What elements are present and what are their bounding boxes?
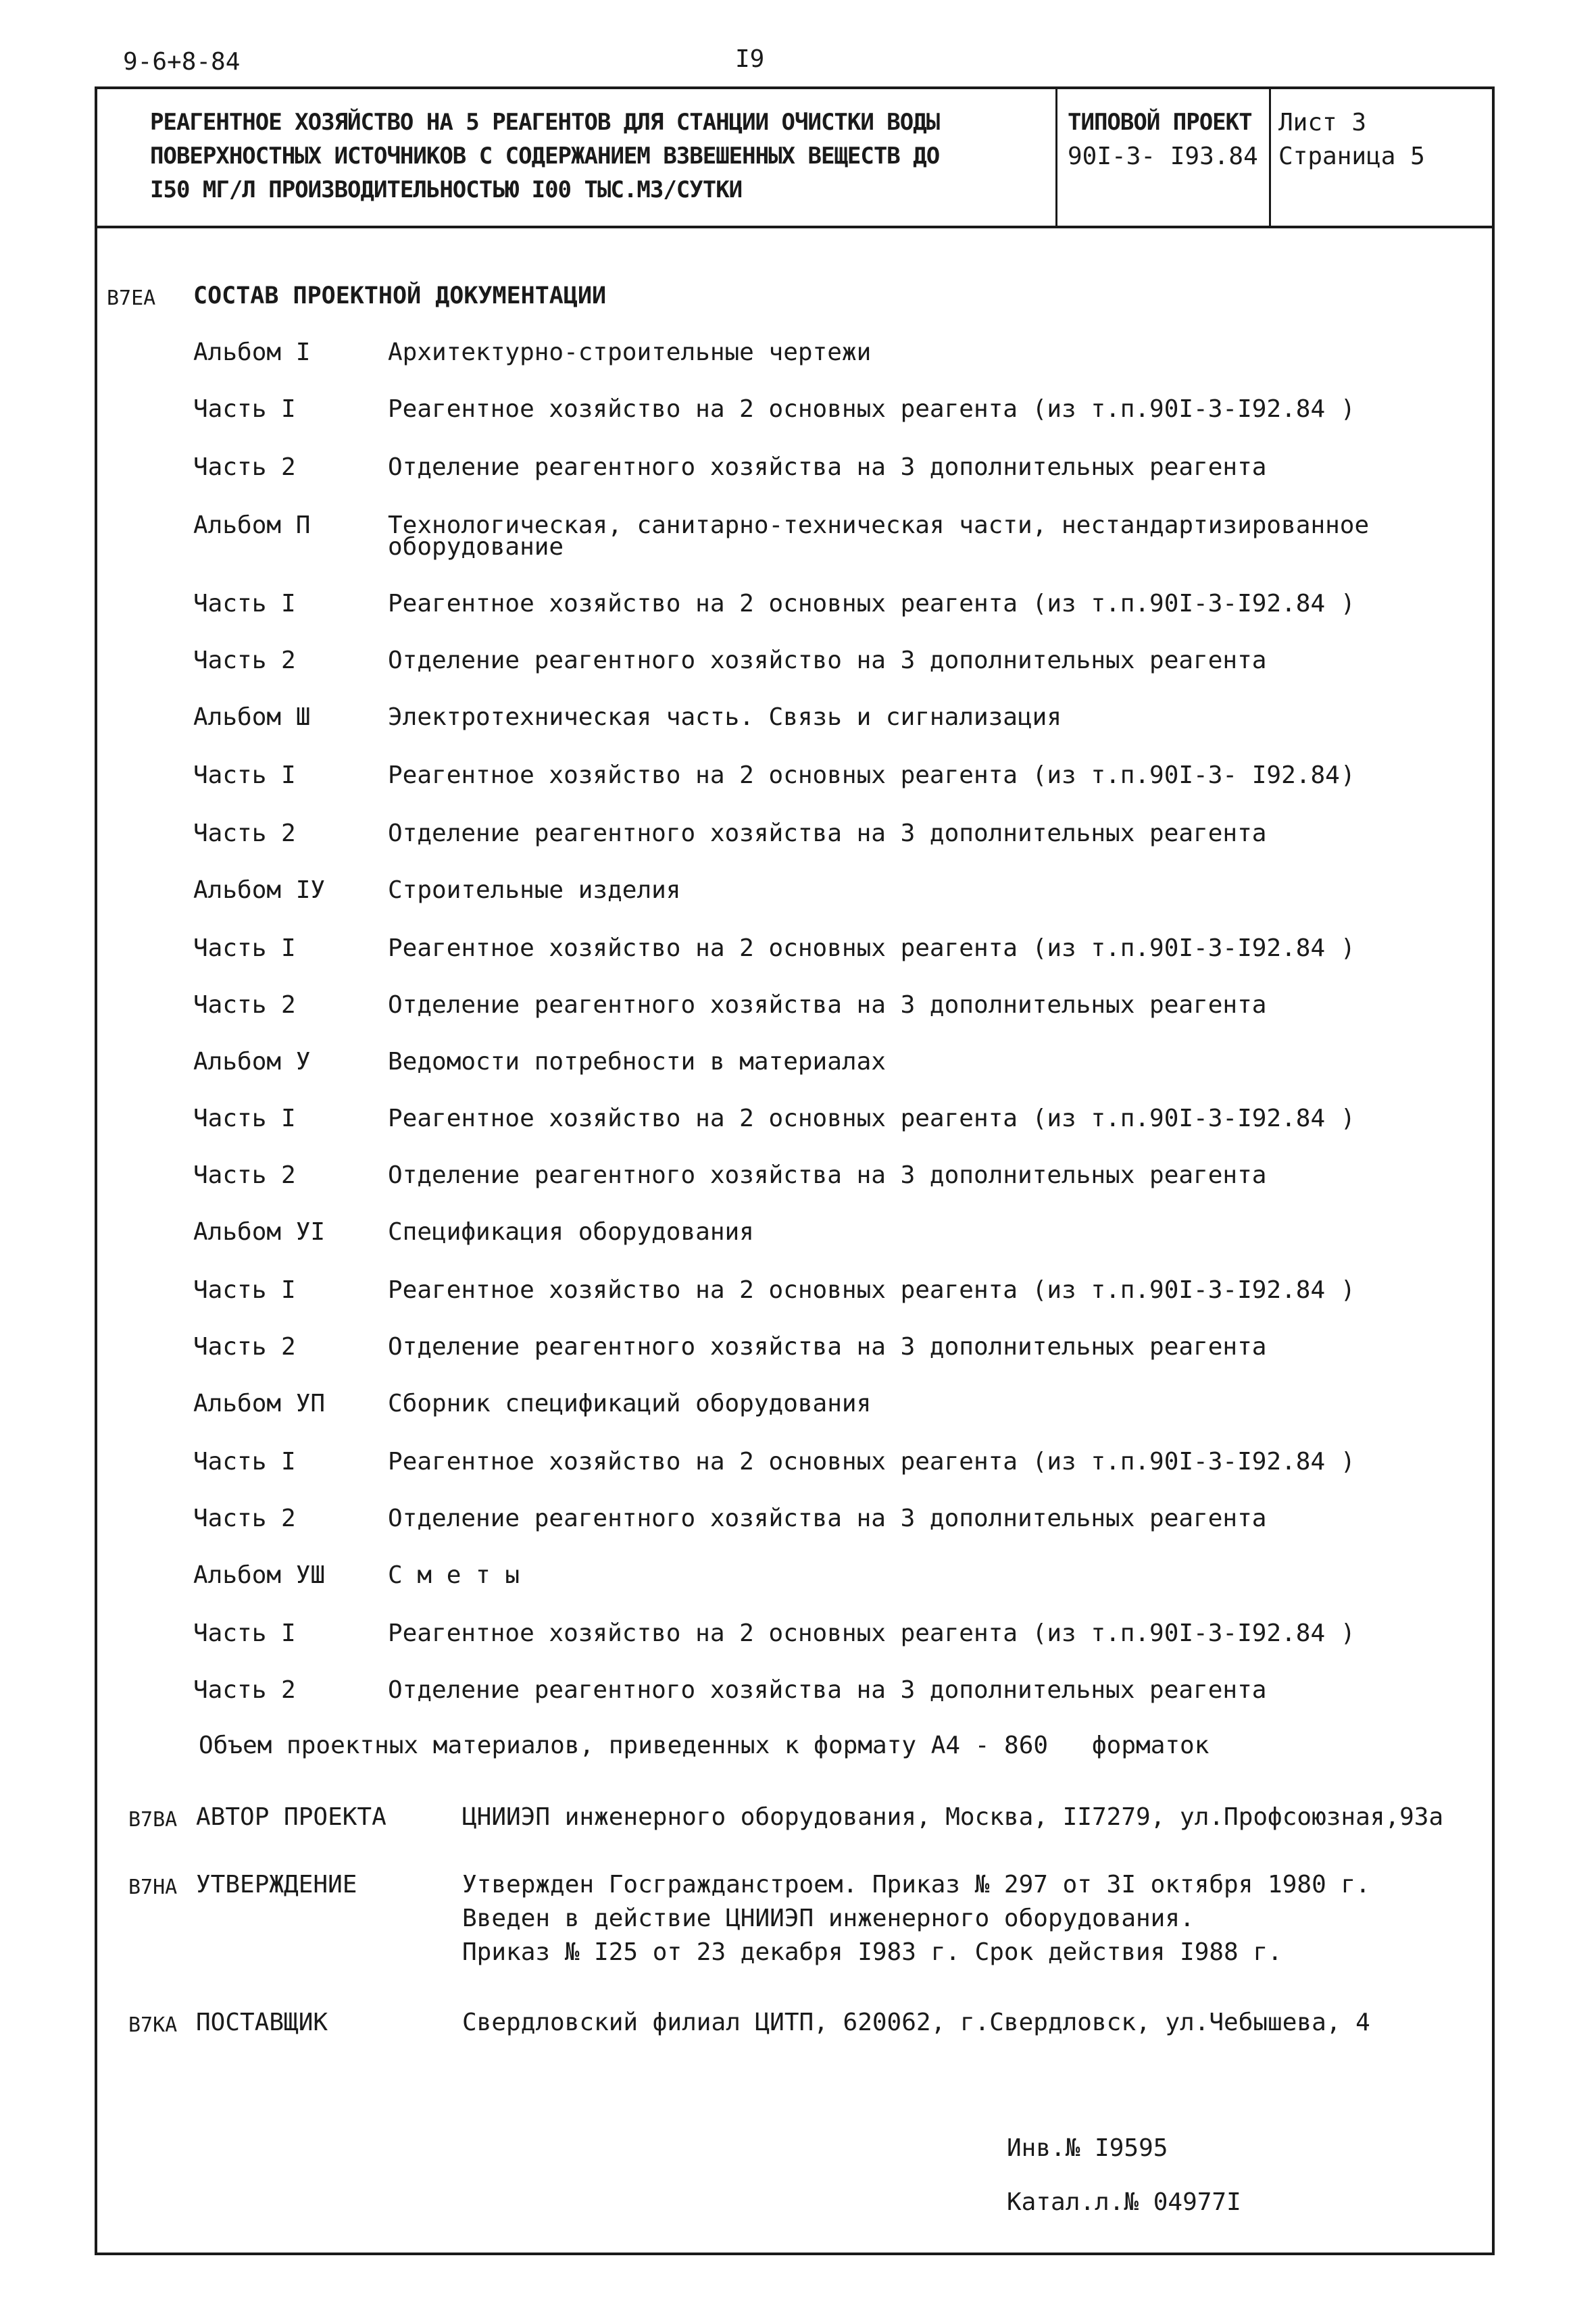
approval-label: УТВЕРЖДЕНИЕ [196, 1871, 357, 1898]
catalog-number: Катал.л.№ 04977I [1007, 2188, 1241, 2216]
header-title-line-1: РЕАГЕНТНОЕ ХОЗЯЙСТВО НА 5 РЕАГЕНТОВ ДЛЯ СТАНЦИИ ОЧИСТКИ ВОДЫ [150, 109, 940, 136]
row-text: Отделение реагентного хозяйство на 3 дополнительных реагента [388, 647, 1267, 674]
header-divider-2 [1269, 86, 1271, 228]
row-text: Реагентное хозяйство на 2 основных реагента (из т.п.90I-3-I92.84 [388, 1619, 1326, 1647]
row-label: Часть I [193, 1619, 296, 1647]
header-title-line-3: I50 МГ/Л ПРОИЗВОДИТЕЛЬНОСТЬЮ I00 ТЫС.М3/СУТКИ [150, 176, 743, 203]
project-label: ТИПОВОЙ ПРОЕКТ [1068, 109, 1252, 136]
volume-unit: форматок [1092, 1732, 1210, 1759]
row-text: Технологическая, санитарно-техническая части, нестандартизированное [388, 511, 1370, 539]
closing-parenthesis: ) [1341, 1448, 1355, 1476]
row-label: Часть I [193, 1276, 296, 1304]
volume-text: Объем проектных материалов, приведенных к формату А4 - 860 [199, 1732, 1049, 1759]
row-label: Часть 2 [193, 647, 296, 674]
row-label: Альбом I [193, 338, 311, 366]
closing-parenthesis: ) [1341, 1619, 1355, 1647]
row-text: Реагентное хозяйство на 2 основных реагента (из т.п.90I-3-I92.84 [388, 395, 1326, 423]
row-label: Альбом УI [193, 1218, 326, 1246]
row-text: Отделение реагентного хозяйства на 3 дополнительных реагента [388, 1505, 1267, 1532]
header-title-line-2: ПОВЕРХНОСТНЫХ ИСТОЧНИКОВ С СОДЕРЖАНИЕМ ВЗВЕШЕННЫХ ВЕЩЕСТВ ДО [150, 143, 940, 170]
approval-line-1: Утвержден Госгражданстроем. Приказ № 297 от 3I октября 1980 г. [462, 1871, 1370, 1898]
row-text: Ведомости потребности в материалах [388, 1048, 886, 1076]
closing-parenthesis: ) [1341, 761, 1355, 789]
row-label: Часть I [193, 1105, 296, 1132]
row-label: Часть I [193, 761, 296, 789]
author-label: АВТОР ПРОЕКТА [196, 1803, 386, 1831]
closing-parenthesis: ) [1341, 395, 1355, 423]
closing-parenthesis: ) [1341, 1105, 1355, 1132]
row-text: Отделение реагентного хозяйства на 3 дополнительных реагента [388, 820, 1267, 847]
row-text-continued: оборудование [388, 533, 564, 561]
row-text: Реагентное хозяйство на 2 основных реагента (из т.п.90I-3-I92.84 [388, 590, 1326, 618]
row-text: Реагентное хозяйство на 2 основных реагента (из т.п.90I-3-I92.84 [388, 934, 1326, 962]
row-label: Часть 2 [193, 1676, 296, 1704]
inventory-number: Инв.№ I9595 [1007, 2134, 1168, 2162]
row-label: Часть 2 [193, 1161, 296, 1189]
composition-code: В7ЕА [107, 286, 156, 310]
project-number: 90I-3- I93.84 [1068, 143, 1258, 170]
row-text: Реагентное хозяйство на 2 основных реагента (из т.п.90I-3- I92.84 [388, 761, 1340, 789]
author-text: ЦНИИЭП инженерного оборудования, Москва, II7279, ул.Профсоюзная,93а [462, 1803, 1444, 1831]
composition-heading: СОСТАВ ПРОЕКТНОЙ ДОКУМЕНТАЦИИ [193, 282, 607, 309]
row-text: Электротехническая часть. Связь и сигнализация [388, 703, 1062, 731]
row-label: Альбом Ш [193, 703, 311, 731]
row-label: Часть I [193, 590, 296, 618]
row-label: Часть 2 [193, 1505, 296, 1532]
page-number: I9 [735, 45, 765, 73]
approval-code: В7НА [128, 1876, 178, 1899]
doc-code: 9-6+8-84 [123, 48, 241, 76]
closing-parenthesis: ) [1341, 934, 1355, 962]
row-text: С м е т ы [388, 1561, 520, 1589]
row-text: Отделение реагентного хозяйства на 3 дополнительных реагента [388, 991, 1267, 1019]
row-label: Часть 2 [193, 820, 296, 847]
row-text: Строительные изделия [388, 876, 681, 904]
closing-parenthesis: ) [1341, 1276, 1355, 1304]
sheet-label: Лист 3 [1278, 109, 1367, 136]
approval-line-3: Приказ № I25 от 23 декабря I983 г. Срок действия I988 г. [462, 1938, 1282, 1966]
row-text: Реагентное хозяйство на 2 основных реагента (из т.п.90I-3-I92.84 [388, 1448, 1326, 1476]
author-code: В7ВА [128, 1808, 178, 1832]
row-text: Спецификация оборудования [388, 1218, 754, 1246]
row-label: Альбом П [193, 511, 311, 539]
approval-line-2: Введен в действие ЦНИИЭП инженерного оборудования. [462, 1905, 1195, 1932]
row-label: Альбом УШ [193, 1561, 326, 1589]
row-text: Отделение реагентного хозяйства на 3 дополнительных реагента [388, 453, 1267, 481]
row-text: Реагентное хозяйство на 2 основных реагента (из т.п.90I-3-I92.84 [388, 1105, 1326, 1132]
row-text: Отделение реагентного хозяйства на 3 дополнительных реагента [388, 1333, 1267, 1361]
supplier-code: В7КА [128, 2013, 178, 2037]
row-text: Отделение реагентного хозяйства на 3 дополнительных реагента [388, 1676, 1267, 1704]
supplier-label: ПОСТАВЩИК [196, 2009, 328, 2036]
row-text: Архитектурно-строительные чертежи [388, 338, 872, 366]
page-label: Страница 5 [1278, 143, 1425, 170]
row-label: Альбом IУ [193, 876, 326, 904]
header-divider-1 [1055, 86, 1057, 228]
supplier-text: Свердловский филиал ЦИТП, 620062, г.Свердловск, ул.Чебышева, 4 [462, 2009, 1370, 2036]
row-text: Отделение реагентного хозяйства на 3 дополнительных реагента [388, 1161, 1267, 1189]
row-label: Часть 2 [193, 453, 296, 481]
row-label: Часть I [193, 1448, 296, 1476]
closing-parenthesis: ) [1341, 590, 1355, 618]
row-label: Альбом У [193, 1048, 311, 1076]
row-label: Часть I [193, 934, 296, 962]
row-text: Сборник спецификаций оборудования [388, 1390, 872, 1417]
row-label: Альбом УП [193, 1390, 326, 1417]
row-label: Часть 2 [193, 991, 296, 1019]
row-label: Часть 2 [193, 1333, 296, 1361]
row-text: Реагентное хозяйство на 2 основных реагента (из т.п.90I-3-I92.84 [388, 1276, 1326, 1304]
row-label: Часть I [193, 395, 296, 423]
